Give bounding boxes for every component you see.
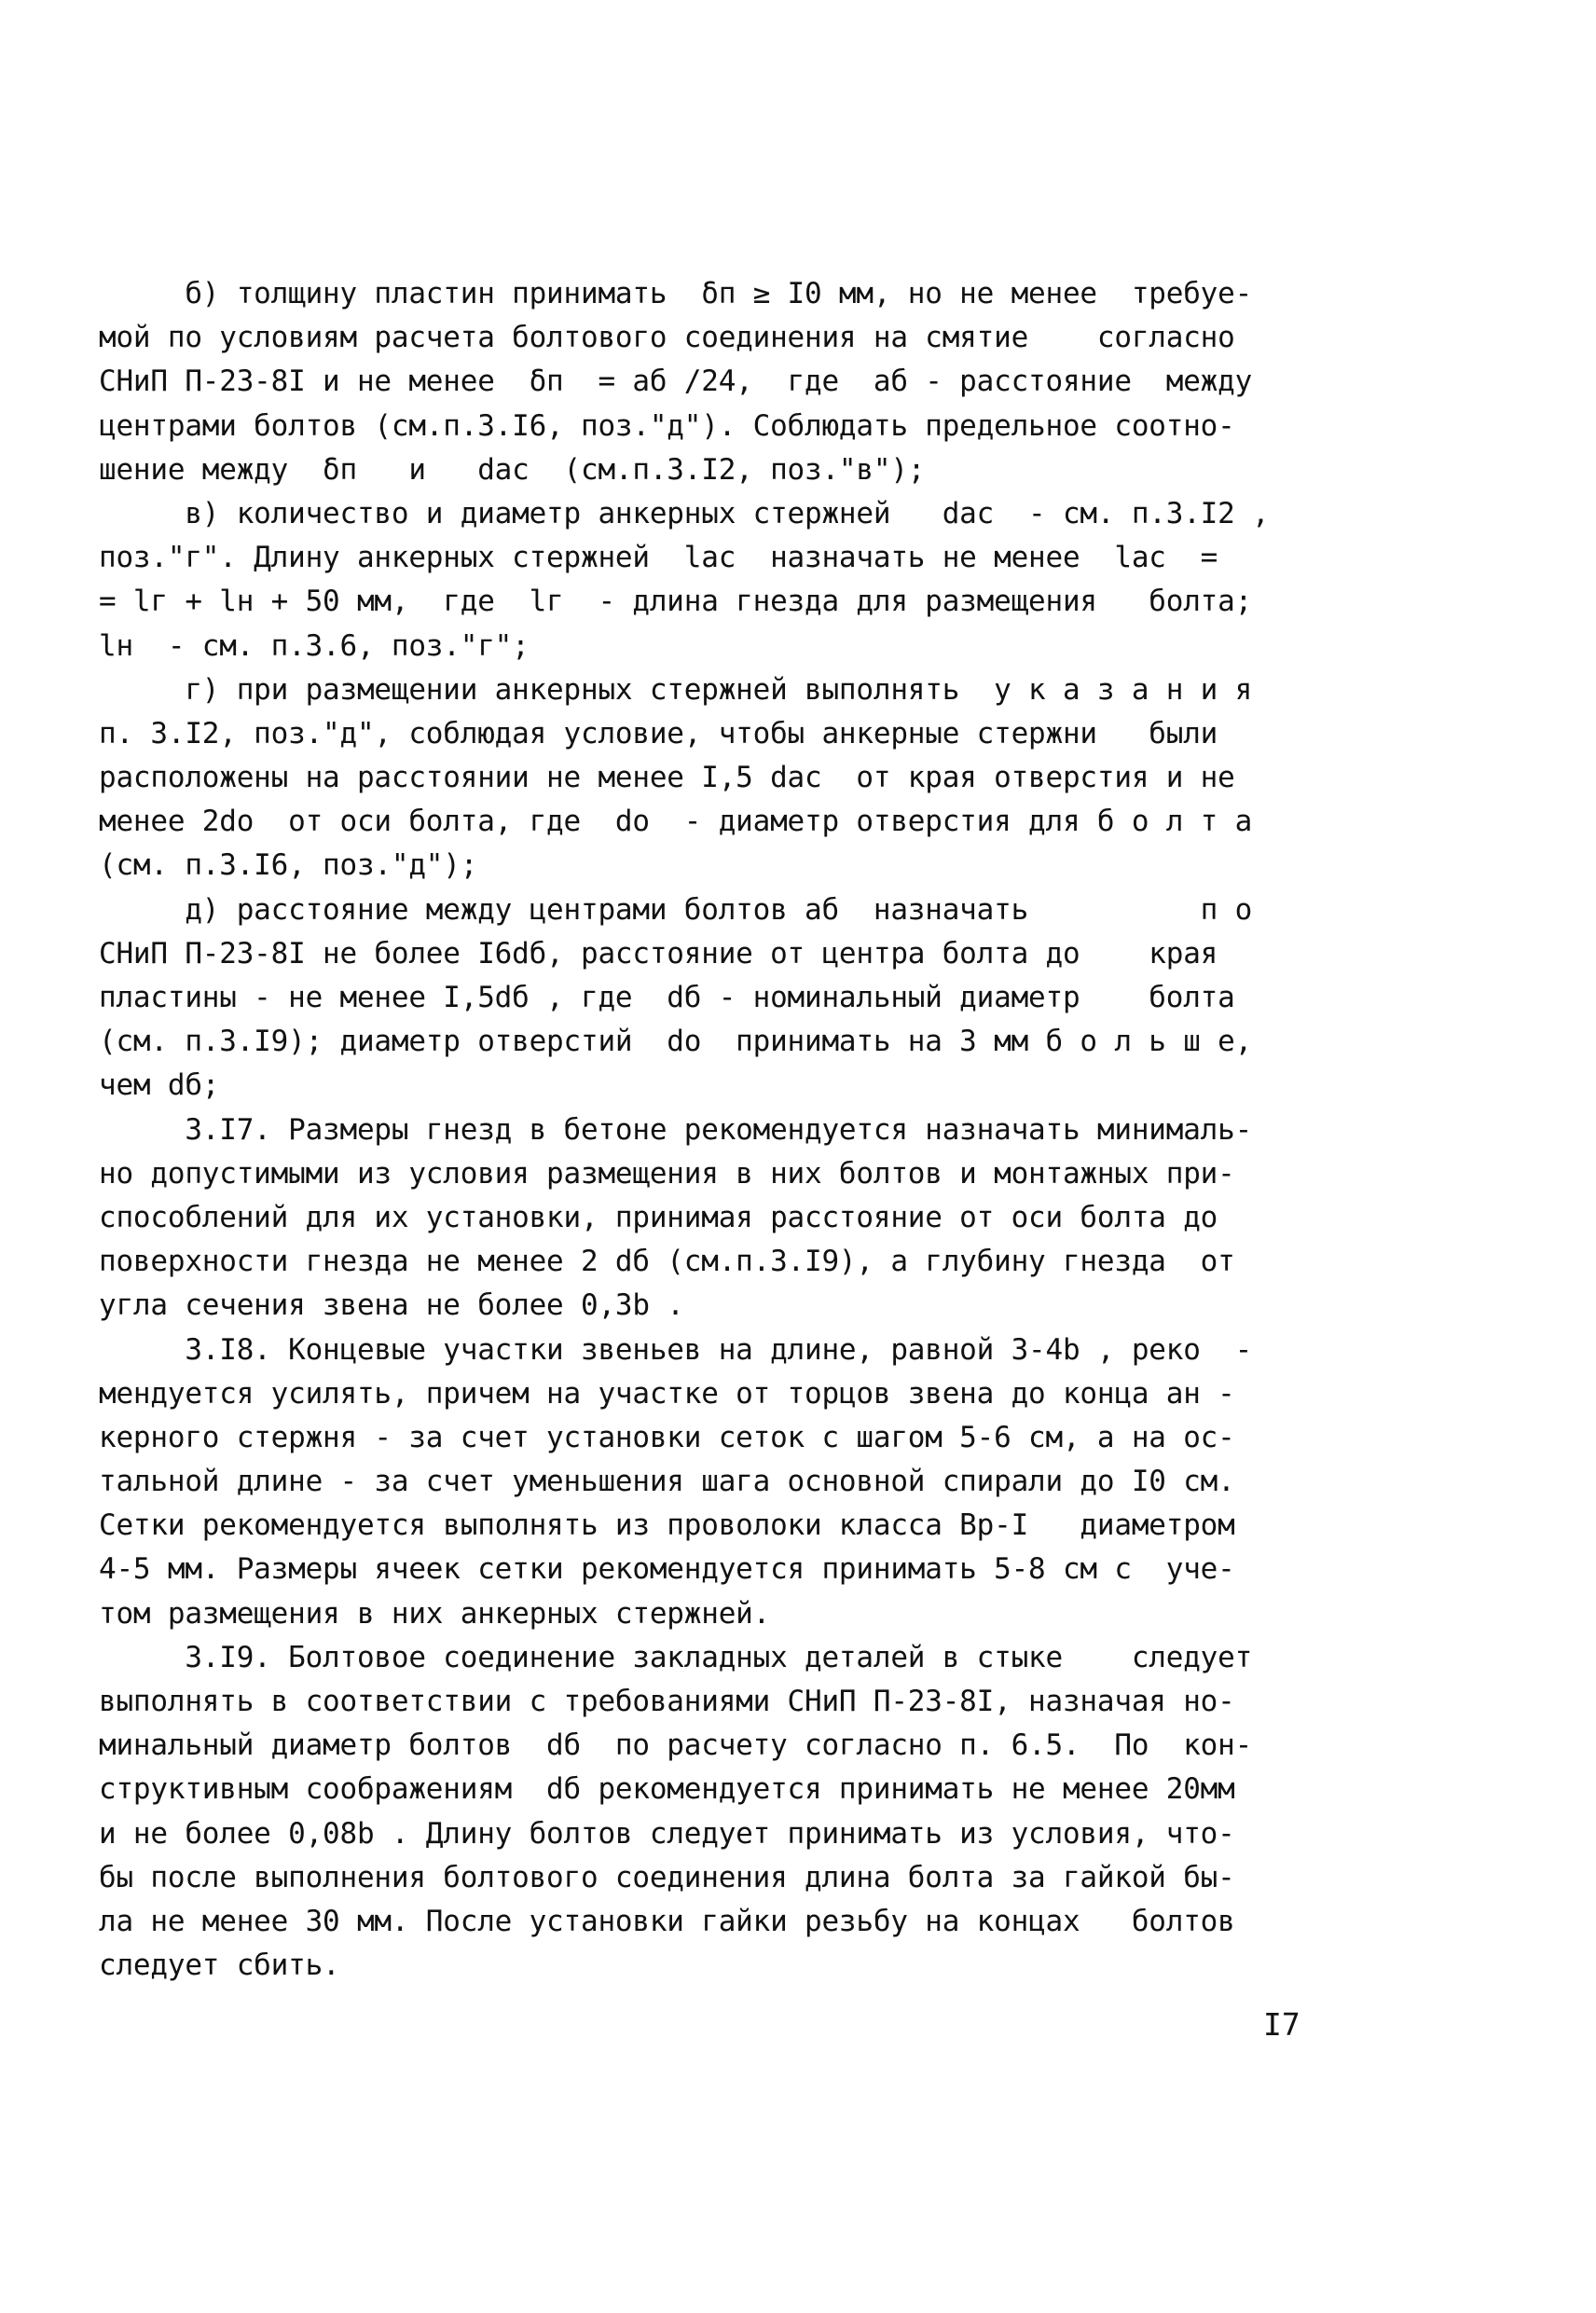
text-line: и не более 0,08b . Длину болтов следует принимать из условия, что- bbox=[99, 1816, 1235, 1851]
text-line: г) при размещении анкерных стержней выполнять у к а з а н и я bbox=[99, 672, 1253, 707]
text-line: чем dб; bbox=[99, 1068, 220, 1103]
text-line: пластины - не менее I,5dб , где dб - номинальный диаметр болта bbox=[99, 981, 1235, 1014]
text-line: том размещения в них анкерных стержней. bbox=[99, 1596, 771, 1631]
text-line: п. 3.I2, поз."д", соблюдая условие, чтобы анкерные стержни были bbox=[99, 716, 1218, 750]
text-line: поз."г". Длину анкерных стержней lас назначать не менее lас = bbox=[99, 541, 1218, 575]
text-line: (см. п.3.I9); диаметр отверстий dо принимать на 3 мм б о л ь ш е, bbox=[99, 1025, 1253, 1059]
document-body bbox=[99, 272, 1311, 1988]
text-line: керного стержня - за счет установки сеток с шагом 5-6 см, а на ос- bbox=[99, 1420, 1235, 1454]
text-line: бы после выполнения болтового соединения длина болта за гайкой бы- bbox=[99, 1860, 1235, 1894]
text-line: способлений для их установки, принимая расстояние от оси болта до bbox=[99, 1200, 1218, 1234]
text-line: центрами болтов (см.п.3.I6, поз."д"). Соблюдать предельное соотно- bbox=[99, 408, 1235, 443]
text-line: ла не менее 30 мм. После установки гайки резьбу на концах болтов bbox=[99, 1904, 1235, 1938]
text-line: шение между δп и dас (см.п.3.I2, поз."в"); bbox=[99, 452, 926, 487]
page-number: I7 bbox=[1263, 2006, 1300, 2043]
text-line: 3.I7. Размеры гнезд в бетоне рекомендуется назначать минималь- bbox=[99, 1112, 1253, 1147]
text-line: поверхности гнезда не менее 2 dб (см.п.3.I9), а глубину гнезда от bbox=[99, 1245, 1235, 1279]
text-line: Сетки рекомендуется выполнять из проволоки класса Вр-I диаметром bbox=[99, 1508, 1235, 1543]
text-line: 3.I9. Болтовое соединение закладных деталей в стыке следует bbox=[99, 1640, 1253, 1674]
text-line: но допустимыми из условия размещения в них болтов и монтажных при- bbox=[99, 1156, 1235, 1191]
text-line: следует сбить. bbox=[99, 1948, 340, 1983]
text-line: структивным соображениям dб рекомендуется принимать не менее 20мм bbox=[99, 1772, 1235, 1807]
text-line: 4-5 мм. Размеры ячеек сетки рекомендуется принимать 5-8 см с уче- bbox=[99, 1552, 1235, 1587]
text-line: (см. п.3.I6, поз."д"); bbox=[99, 848, 478, 883]
text-line: СНиП П-23-8I и не менее δп = аб /24, где аб - расстояние между bbox=[99, 365, 1253, 399]
text-line: выполнять в соответствии с требованиями СНиП П-23-8I, назначая но- bbox=[99, 1685, 1235, 1718]
text-line: минальный диаметр болтов dб по расчету согласно п. 6.5. По кон- bbox=[99, 1728, 1253, 1763]
text-line: д) расстояние между центрами болтов аб назначать п о bbox=[99, 892, 1253, 927]
text-line: мендуется усилять, причем на участке от торцов звена до конца ан - bbox=[99, 1376, 1235, 1411]
text-line: СНиП П-23-8I не более I6dб, расстояние от центра болта до края bbox=[99, 936, 1218, 971]
text-line: расположены на расстоянии не менее I,5 dас от края отверстия и не bbox=[99, 761, 1235, 795]
text-line: в) количество и диаметр анкерных стержней dас - см. п.3.I2 , bbox=[99, 496, 1270, 530]
text-line: менее 2dо от оси болта, где dо - диаметр отверстия для б о л т а bbox=[99, 805, 1253, 839]
text-line: тальной длине - за счет уменьшения шага основной спирали до I0 см. bbox=[99, 1465, 1235, 1499]
text-line: lн - см. п.3.6, поз."г"; bbox=[99, 628, 530, 663]
text-line: б) толщину пластин принимать δп ≥ I0 мм, но не менее требуе- bbox=[99, 277, 1253, 310]
text-line: угла сечения звена не более 0,3b . bbox=[99, 1288, 684, 1323]
text-line: 3.I8. Концевые участки звеньев на длине, равной 3-4b , реко - bbox=[99, 1332, 1253, 1367]
text-line: мой по условиям расчета болтового соединения на смятие согласно bbox=[99, 321, 1235, 355]
text-line: = lг + lн + 50 мм, где lг - длина гнезда для размещения болта; bbox=[99, 585, 1253, 619]
